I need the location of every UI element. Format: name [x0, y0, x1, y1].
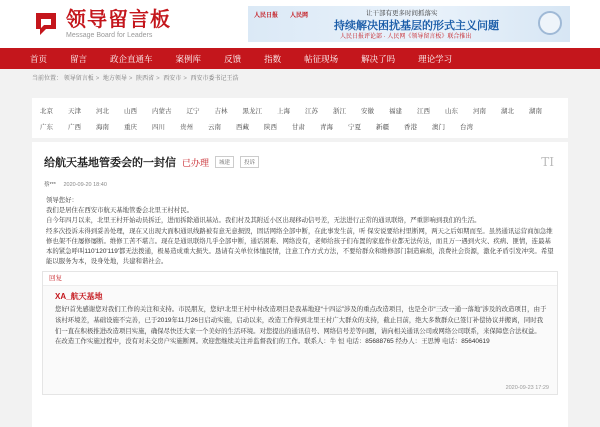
region-link[interactable]: 山东: [445, 107, 458, 115]
region-link[interactable]: 河南: [473, 107, 486, 115]
reply-heading: 回复: [43, 272, 557, 286]
region-link[interactable]: 北京: [40, 107, 53, 115]
header: [0, 0, 600, 48]
message-title-row: [42, 146, 558, 178]
region-link[interactable]: 澳门: [432, 123, 445, 131]
main-nav: [0, 48, 600, 69]
region-link[interactable]: 宁夏: [348, 123, 361, 131]
message-date: 2020-09-20 18:40: [63, 182, 107, 188]
region-link[interactable]: 天津: [68, 107, 81, 115]
region-link[interactable]: 安徽: [361, 107, 374, 115]
tag-category[interactable]: 城建: [215, 156, 234, 168]
nav-home[interactable]: 首页: [30, 53, 48, 64]
reply-body: [43, 305, 557, 347]
region-link[interactable]: 陕西: [264, 123, 277, 131]
banner-subtitle: 让干部有更多时间抓落实: [366, 10, 438, 17]
nav-theory[interactable]: 理论学习: [418, 53, 453, 64]
region-link[interactable]: 河北: [96, 107, 109, 115]
banner-title: 持续解决困扰基层的形式主义问题: [334, 20, 499, 32]
region-link[interactable]: 贵州: [180, 123, 193, 131]
tag-type[interactable]: 投诉: [240, 156, 259, 168]
message-body: [42, 192, 558, 267]
message-title: 给航天基地管委会的一封信: [44, 157, 176, 169]
nav-feedback[interactable]: 反馈: [224, 53, 242, 64]
site-logo[interactable]: [32, 6, 171, 40]
region-link[interactable]: 辽宁: [186, 107, 200, 115]
region-link[interactable]: 新疆: [376, 123, 389, 131]
region-row: [40, 118, 560, 134]
font-size-icon[interactable]: TI: [541, 155, 554, 169]
region-link[interactable]: 广东: [40, 123, 53, 131]
region-link[interactable]: 吉林: [214, 107, 228, 115]
region-link[interactable]: 湖南: [529, 107, 542, 115]
breadcrumb-current[interactable]: 西安市委书记王浩: [190, 76, 239, 82]
breadcrumb-item[interactable]: 地方领导: [102, 76, 127, 82]
region-link[interactable]: 黑龙江: [242, 107, 262, 115]
region-link[interactable]: 上海: [277, 107, 290, 115]
breadcrumb-item[interactable]: 西安市: [163, 76, 182, 82]
region-link[interactable]: 重庆: [124, 123, 137, 131]
banner-brand-peoples-daily: 人民日报: [254, 13, 279, 19]
nav-solved[interactable]: 解决了吗: [361, 53, 396, 64]
message-paragraph: 领导您好：: [46, 197, 78, 204]
reply-time: 2020-09-23 17:29: [505, 385, 549, 392]
message-card: [32, 142, 568, 427]
banner-emblem-icon: [538, 11, 562, 35]
region-link[interactable]: 西藏: [236, 123, 249, 131]
banner-brand-peoples-net: 人民网: [290, 13, 309, 19]
region-link[interactable]: 浙江: [333, 107, 346, 115]
region-link[interactable]: 台湾: [460, 123, 473, 131]
region-link[interactable]: 青海: [320, 123, 333, 131]
region-selector: [32, 98, 568, 138]
nav-index[interactable]: 指数: [264, 53, 282, 64]
nav-case-library[interactable]: 案例库: [175, 53, 202, 64]
logo-subtitle: Message Board for Leaders: [66, 31, 153, 39]
logo-icon: [32, 10, 60, 38]
banner-note: 人民日报评论部 · 人民网《领导留言板》联合推出: [340, 34, 472, 40]
region-link[interactable]: 四川: [152, 123, 165, 131]
nav-onsite[interactable]: 帖征现场: [304, 53, 339, 64]
region-link[interactable]: 湖北: [501, 107, 514, 115]
message-paragraph: 经多次投诉未得到妥善处理，现在又出现大面积通讯线路被有意无意损毁，固话网络全部中断，在此事发生前，听 保安说要给村里断网，两天之后如期而至。虽然通讯运营商加急维修也架不住屡修屡断。维修工苦不堪言。现在是通讯联络几乎全部中断，通话困难、网络没有，老师给孩子们布置的家庭作业都无法传达，而且万一遇到火灾、疾病、匪情，连最基本的紧急呼叫110'120'119'都无法拨通，极易造成重大损失。恳请有关单位体恤民情，注意工作方式方法，不要给群众和维修部门制造麻烦，浪费社会资源，激化矛盾引发冲突。希望能以服务为本，设身处地，共建和谐社会。: [46, 227, 554, 266]
region-link[interactable]: 江西: [417, 107, 430, 115]
reply-box: [42, 271, 558, 395]
region-link[interactable]: 香港: [404, 123, 417, 131]
region-link[interactable]: 甘肃: [292, 123, 305, 131]
region-link[interactable]: 内蒙古: [152, 107, 172, 115]
header-banner[interactable]: [248, 6, 570, 42]
breadcrumb-item[interactable]: 陕西省: [136, 76, 155, 82]
breadcrumb-item[interactable]: 领导留言板: [63, 76, 94, 82]
region-link[interactable]: 海南: [96, 123, 109, 131]
region-link[interactable]: 广西: [68, 123, 81, 131]
region-link[interactable]: 云南: [208, 123, 221, 131]
region-row: [40, 102, 560, 118]
message-meta: [42, 178, 558, 192]
reply-organization: XA_航天基地: [55, 292, 103, 302]
logo-title: 领导留言板: [66, 6, 171, 31]
reply-paragraph: 您好!首先感谢您对我们工作的关注和支持。市民朋友，您好!北里王村中村改造项目是我基地迎“十四运”涉及的重点改造项目，也是全市“三改一通一落地”涉及的改造项目，由于该村环境差，基础设施不完善，已于2019年11月26日启动实施，启动以来，改造工作得到北里王村广大群众的支持，截止目前，绝大多数群众已签订补偿协议并搬离，同时我们一直在积极推进改造项目实施，确保尽快还大家一个美好的生活环境。对您提出的通讯信号、网络信号差等问题，请向相关通讯公司或网络公司联系，来保障您合法权益。在改造工作实施过程中，没有对未交房户实施断网。欢迎您继续关注并监督我们的工作。联系人：牛 恒 电话：85688765 经办人：王思博 电话：85640619: [55, 306, 547, 346]
message-paragraph: 自今年四月以来，北里王村开始动员拆迁，进而拆除通讯基站。我们村及其附近小区出现移动信号差，无法进行正常的通讯联络，严重影响到我们的生活。: [46, 217, 481, 225]
breadcrumb: 当前位置： 领导留言板 > 地方领导 > 陕西省 > 西安市 > 西安市委书记王浩: [0, 69, 600, 89]
message-paragraph: 我们是居住在西安市航天基地管委会北里王村村民。: [46, 207, 193, 215]
region-link[interactable]: 江苏: [305, 107, 318, 115]
region-link[interactable]: 福建: [389, 107, 402, 115]
region-link[interactable]: 山西: [124, 107, 137, 115]
nav-business-express[interactable]: 政企直通车: [110, 53, 153, 64]
nav-message[interactable]: 留言: [70, 53, 88, 64]
status-badge: 已办理: [182, 157, 210, 168]
breadcrumb-prefix: 当前位置：: [32, 76, 63, 82]
message-author: 蔡***: [44, 182, 56, 188]
